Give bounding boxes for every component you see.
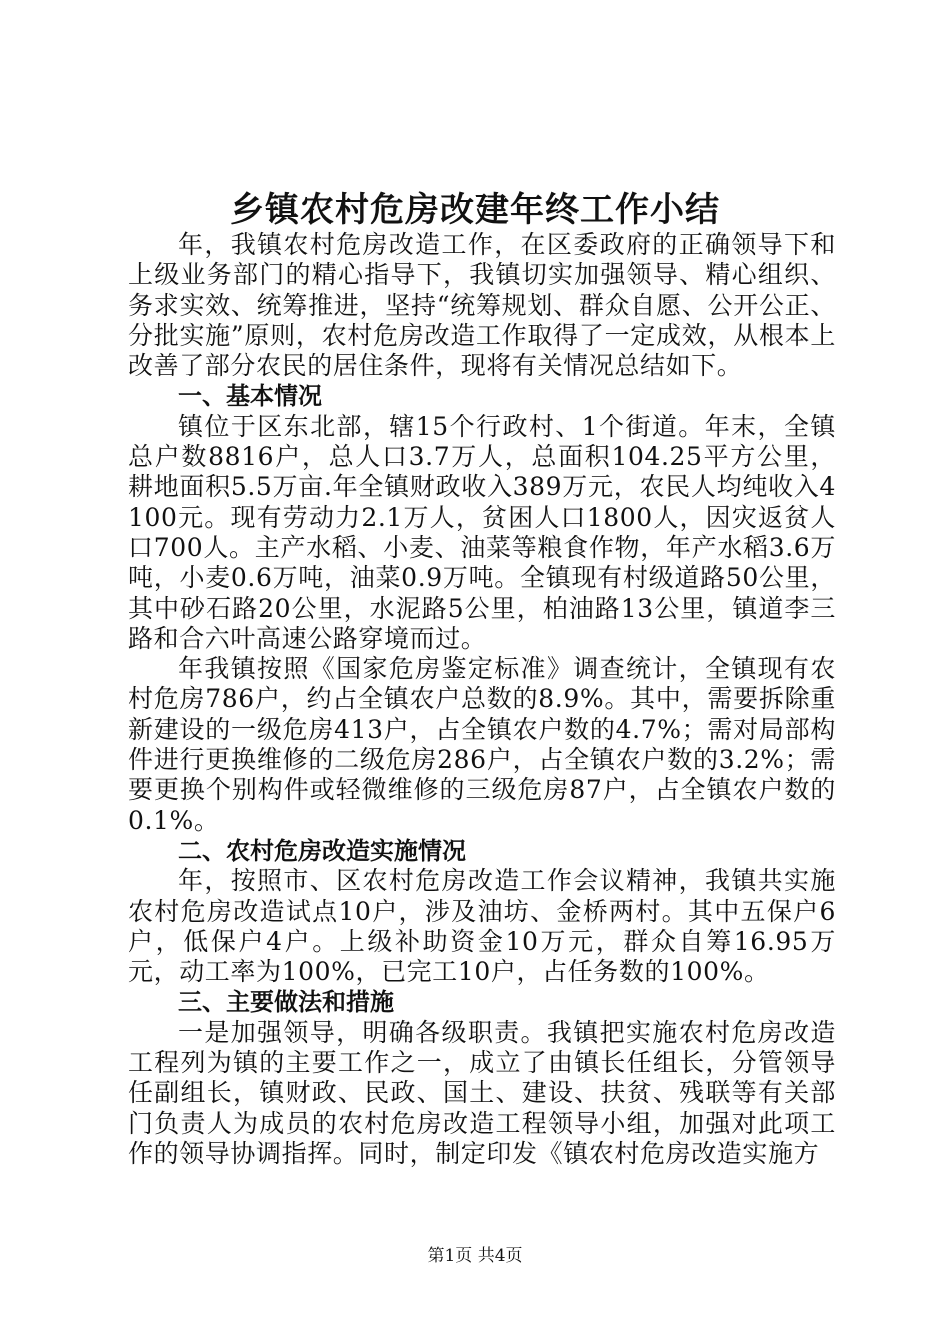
section-heading-implementation: 二、农村危房改造实施情况 — [178, 836, 466, 865]
page-number-footer: 第1页 共4页 — [427, 1246, 523, 1266]
measures-paragraph: 一是加强领导，明确各级职责。我镇把实施农村危房改造工程列为镇的主要工作之一，成立了由镇长任组长，分管领导任副组长，镇财政、民政、国土、建设、扶贫、残联等有关部门负责人为成员的农村危房改造工程领导小组，加强对此项工作的领导协调指挥。同时，制定印发《镇农村危房改造实施方 — [128, 1017, 836, 1168]
section-heading-basic-situation: 一、基本情况 — [178, 382, 322, 411]
document-title: 乡镇农村危房改建年终工作小结 — [230, 190, 720, 230]
intro-paragraph: 年，我镇农村危房改造工作，在区委政府的正确领导下和上级业务部门的精心指导下，我镇切实加强领导、精心组织、务求实效、统筹推进，坚持“统筹规划、群众自愿、公开公正、分批实施”原则，农村危房改造工作取得了一定成效，从根本上改善了部分农民的居住条件，现将有关情况总结如下。 — [128, 230, 836, 381]
basic-situation-paragraph: 镇位于区东北部，辖15个行政村、1个街道。年末，全镇总户数8816户，总人口3.7万人，总面积104.25平方公里，耕地面积5.5万亩.年全镇财政收入389万元，农民人均纯收入4100元。现有劳动力2.1万人，贫困人口1800人，因灾返贫人口700人。主产水稻、小麦、油菜等粮食作物，年产水稻3.6万吨，小麦0.6万吨，油菜0.9万吨。全镇现有村级道路50公里，其中砂石路20公里，水泥路5公里，柏油路13公里，镇道李三路和合六叶高速公路穿境而过。 — [128, 411, 836, 653]
document-body — [128, 230, 836, 1169]
dangerous-housing-survey-paragraph: 年我镇按照《国家危房鉴定标准》调查统计，全镇现有农村危房786户，约占全镇农户总数的8.9%。其中，需要拆除重新建设的一级危房413户，占全镇农户数的4.7%；需对局部构件进行更换维修的二级危房286户，占全镇农户数的3.2%；需要更换个别构件或轻微维修的三级危房87户，占全镇农户数的0.1%。 — [128, 654, 836, 835]
section-heading-measures: 三、主要做法和措施 — [178, 988, 394, 1017]
implementation-paragraph: 年，按照市、区农村危房改造工作会议精神，我镇共实施农村危房改造试点10户，涉及油坊、金桥两村。其中五保户6户，低保户4户。上级补助资金10万元，群众自筹16.95万元，动工率为100%，已完工10户，占任务数的100%。 — [128, 866, 836, 987]
